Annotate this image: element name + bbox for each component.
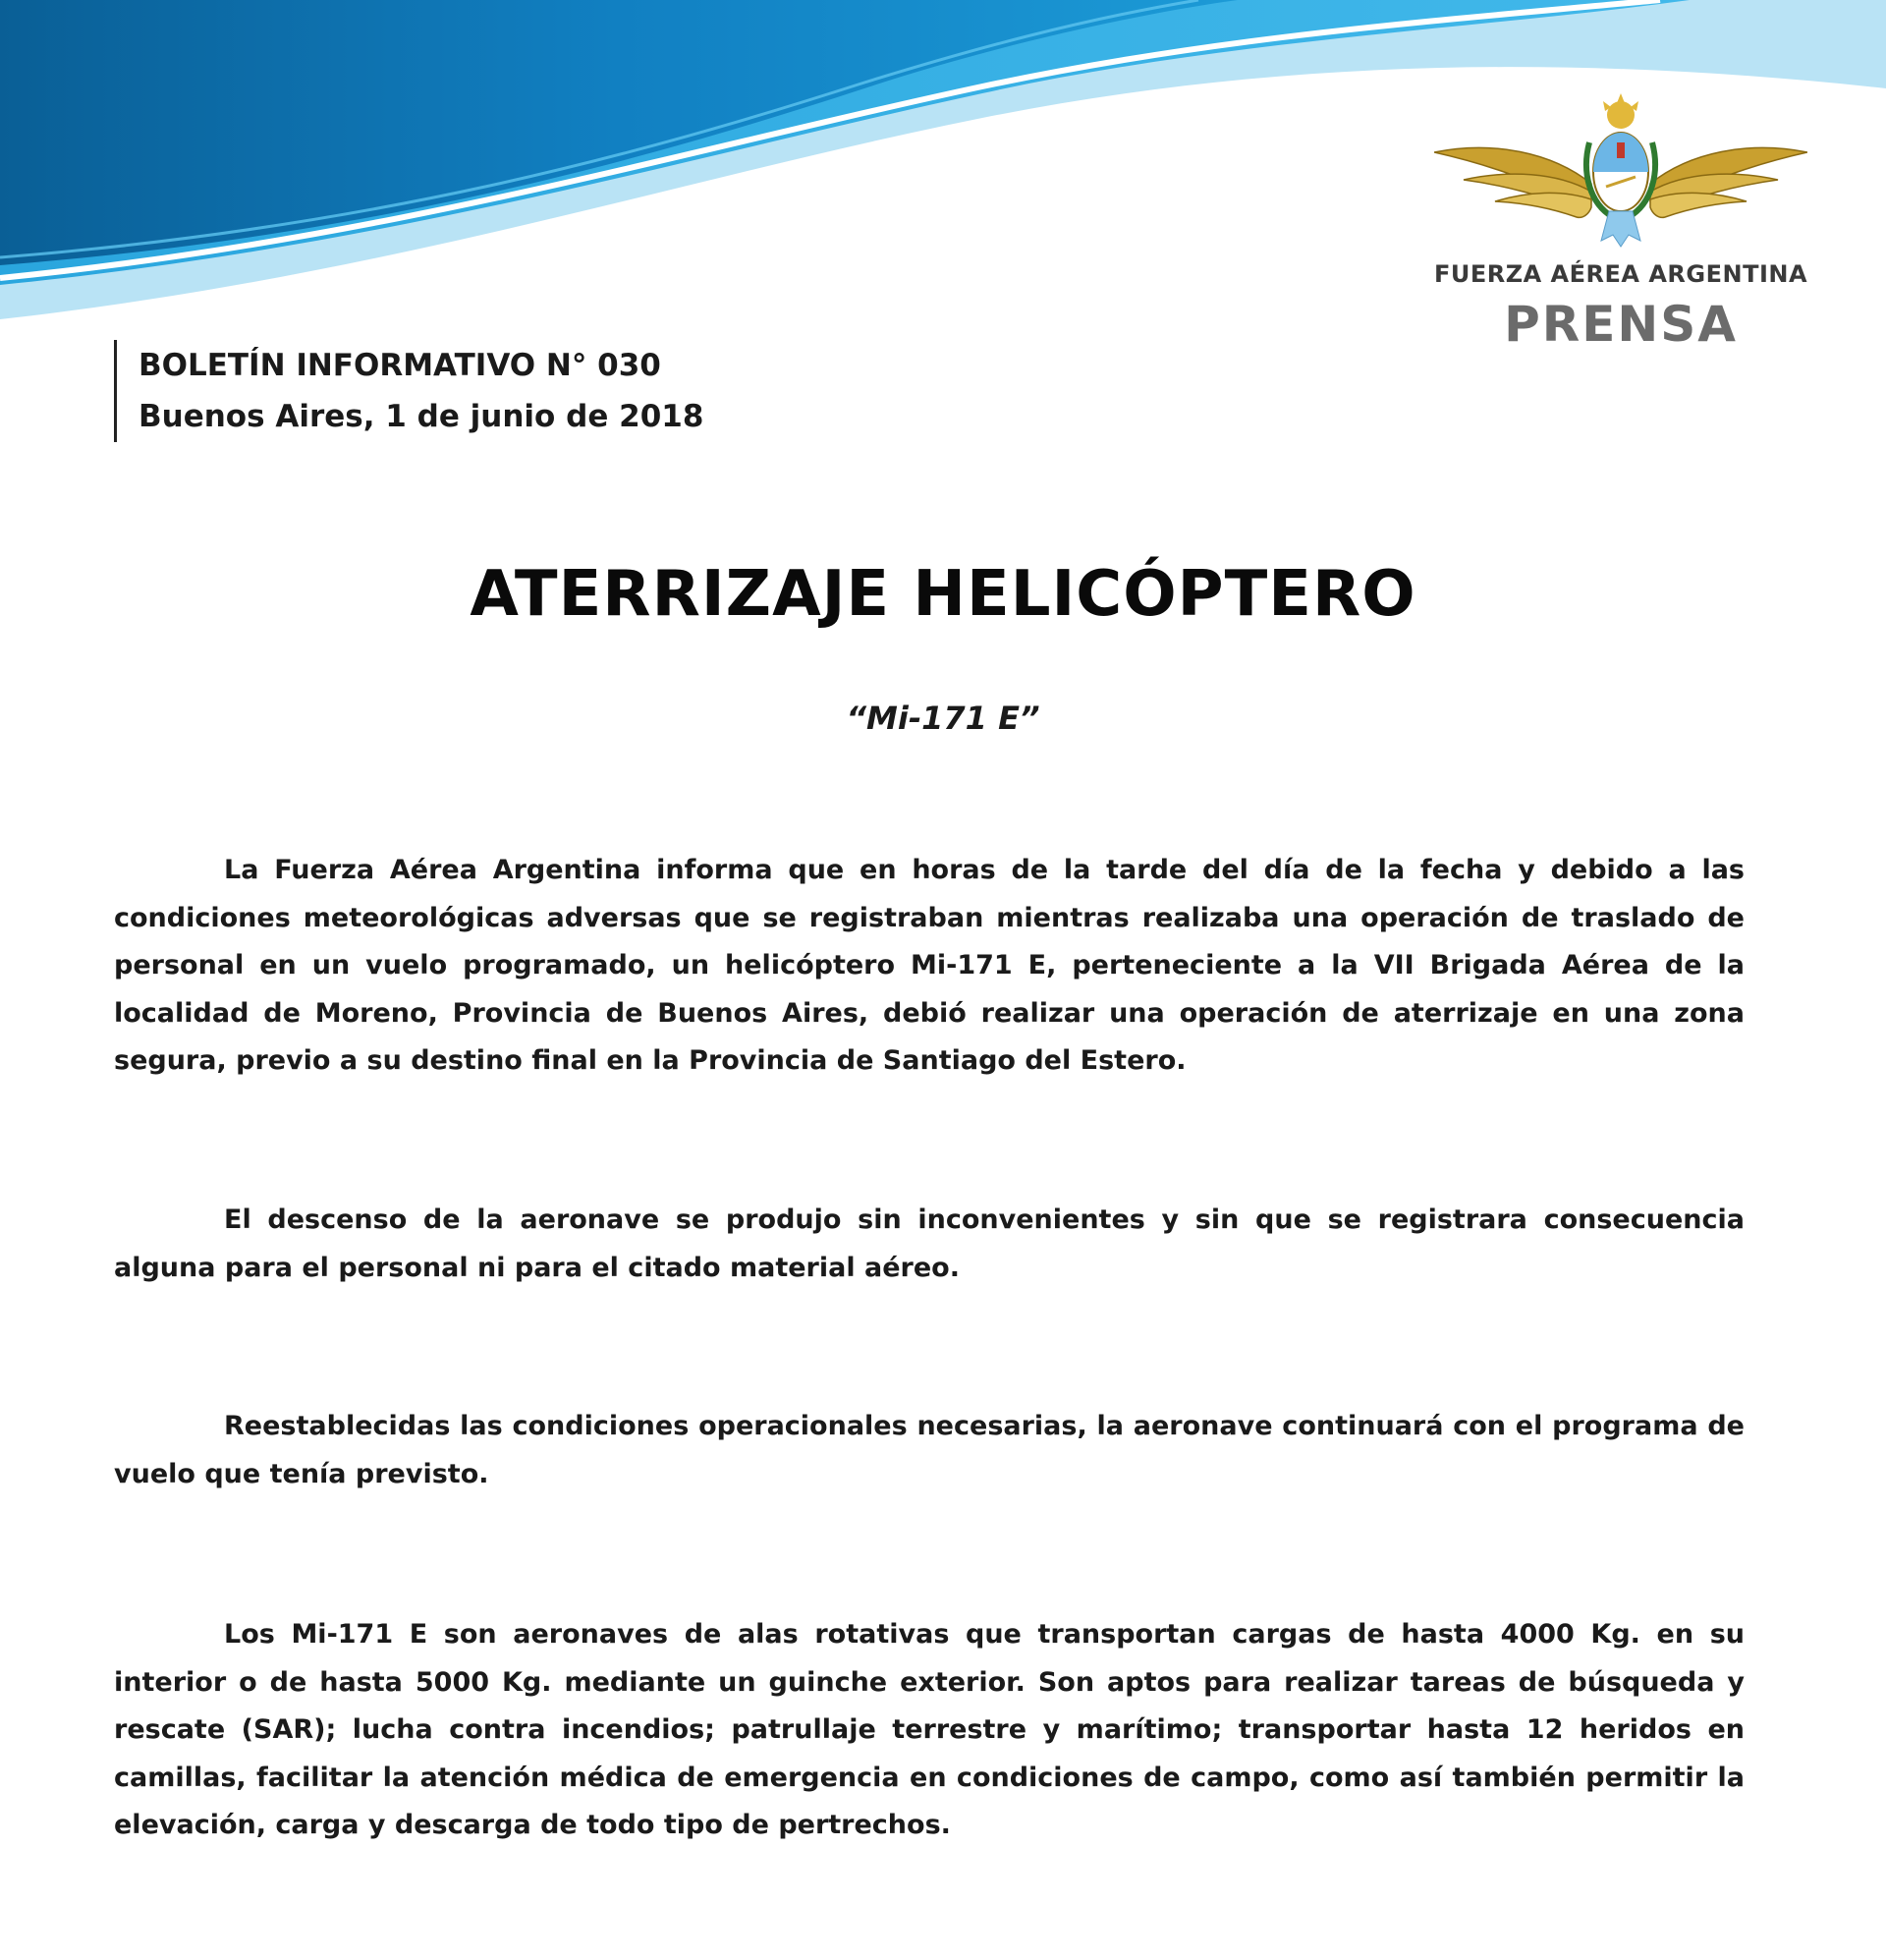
bulletin-date: Buenos Aires, 1 de junio de 2018: [139, 399, 704, 434]
air-force-winged-emblem-icon: [1434, 93, 1807, 251]
organization-name: FUERZA AÉREA ARGENTINA: [1433, 260, 1808, 288]
logo-block: [1414, 93, 1827, 353]
bulletin-header: [114, 340, 703, 442]
section-label: PRENSA: [1504, 296, 1738, 353]
body-paragraph-2: El descenso de la aeronave se produjo sin inconvenientes y sin que se registrara consecuencia alguna para el personal ni para el citado material aéreo.: [114, 1204, 1745, 1283]
page-title: ATERRIZAJE HELICÓPTERO: [470, 558, 1416, 631]
body-paragraph-4: Los Mi-171 E son aeronaves de alas rotativas que transportan cargas de hasta 4000 Kg. en su interior o de hasta 5000 Kg. mediante un guinche exterior. Son aptos para realizar tareas de búsqueda y rescate (SAR); lucha contra incendios; patrullaje terrestre y marítimo; transportar hasta 12 heridos en camillas, facilitar la atención médica de emergencia en condiciones de campo, como así también permitir la elevación, carga y descarga de todo tipo de pertrechos.: [114, 1619, 1745, 1840]
body-paragraph-3: Reestablecidas las condiciones operacionales necesarias, la aeronave continuará con el programa de vuelo que tenía previsto.: [114, 1411, 1745, 1489]
page-subtitle: “Mi-171 E”: [846, 700, 1040, 737]
body-paragraph-1: La Fuerza Aérea Argentina informa que en horas de la tarde del día de la fecha y debido a las condiciones meteorológicas adversas que se registraban mientras realizaba una operación de traslado de personal en un vuelo programado, un helicóptero Mi-171 E, perteneciente a la VII Brigada Aérea de la localidad de Moreno, Provincia de Buenos Aires, debió realizar una operación de aterrizaje en una zona segura, previo a su destino final en la Provincia de Santiago del Estero.: [114, 855, 1745, 1076]
bulletin-number: BOLETÍN INFORMATIVO N° 030: [139, 348, 661, 383]
